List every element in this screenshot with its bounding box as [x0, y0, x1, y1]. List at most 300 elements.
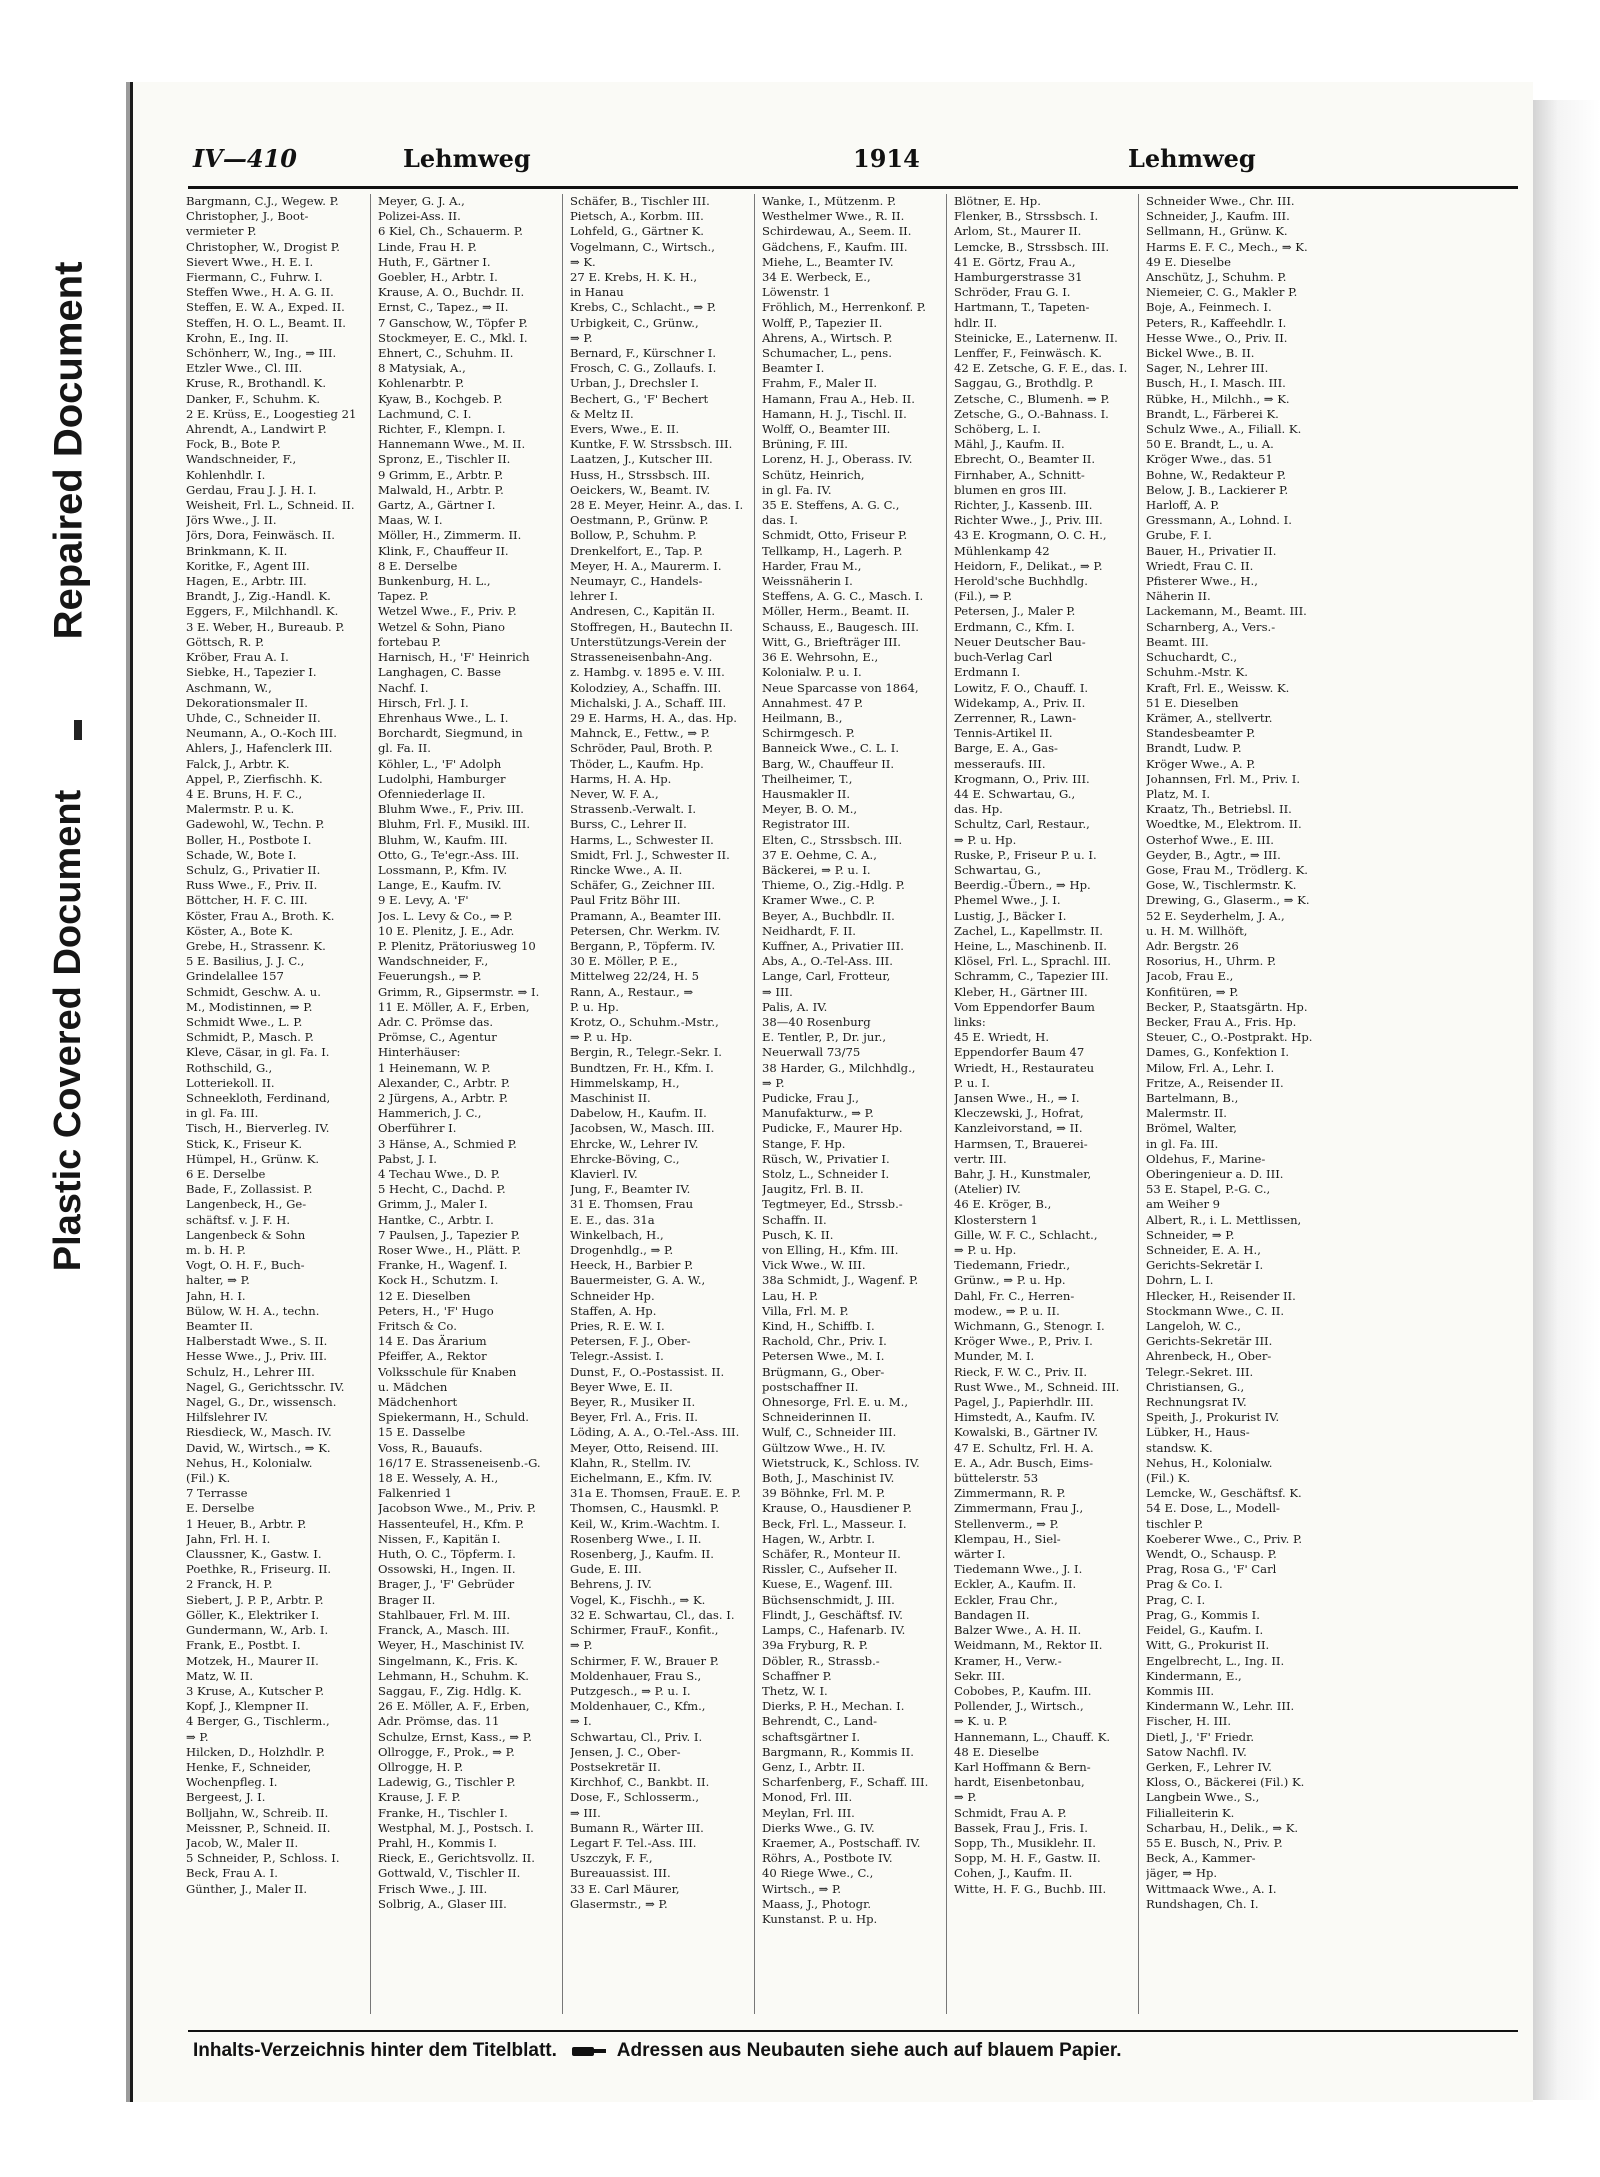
listing-entry: Witt, G., Prokurist II.	[1146, 1638, 1270, 1653]
listing-entry: wärter I.	[954, 1547, 1006, 1562]
listing-entry: Klosterstern 1	[954, 1212, 1038, 1227]
listing-entry: Nehus, H., Kolonialw.	[1146, 1455, 1273, 1470]
listing-entry: Ehrenhaus Wwe., L. I.	[378, 710, 509, 725]
listing-entry: Schauss, E., Baugesch. III.	[762, 619, 919, 634]
listing-entry: Sopp, M. H. F., Gastw. II.	[954, 1851, 1101, 1866]
listing-entry: Standesbeamter P.	[1146, 726, 1256, 741]
listing-entry: Grünw., ⇒ P. u. Hp.	[954, 1273, 1066, 1288]
listing-entry: Rüsch, W., Privatier I.	[762, 1151, 890, 1166]
listing-entry: Nachf. I.	[378, 680, 429, 695]
listing-entry: Ehrcke, W., Lehrer IV.	[570, 1136, 699, 1151]
listing-entry: 34 E. Werbeck, E.,	[762, 270, 871, 285]
listing-entry: Harloff, A. P.	[1146, 498, 1220, 513]
listing-entry: Tisch, H., Bierverleg. IV.	[186, 1121, 330, 1136]
listing-entry: das. Hp.	[954, 802, 1003, 817]
listing-entry: Klink, F., Chauffeur II.	[378, 543, 509, 558]
listing-entry: jäger, ⇒ Hp.	[1146, 1866, 1218, 1881]
listing-entry: Behrendt, C., Land-	[762, 1714, 878, 1729]
listing-entry: Karl Hoffmann & Bern-	[954, 1759, 1091, 1774]
listing-entry: E. Derselbe	[186, 1501, 255, 1516]
listing-entry: Langeloh, W. C.,	[1146, 1319, 1241, 1334]
listing-entry: Mittelweg 22/24, H. 5	[570, 969, 699, 984]
listing-entry: 48 E. Dieselbe	[954, 1744, 1039, 1759]
listing-entry: Moldenhauer, C., Kfm.,	[570, 1699, 706, 1714]
listing-entry: 9 Grimm, E., Arbtr. P.	[378, 467, 504, 482]
listing-entry: Harms E. F. C., Mech., ⇒ K.	[1146, 239, 1308, 254]
listing-entry: Weisheit, Frl. L., Schneid. II.	[186, 498, 355, 513]
listing-entry: Pramann, A., Beamter III.	[570, 908, 722, 923]
listing-entry: Annahmest. 47 P.	[762, 695, 864, 710]
listing-entry: Oestmann, P., Grünw. P.	[570, 513, 709, 528]
listing-entry: 31 E. Thomsen, Frau	[570, 1197, 694, 1212]
listing-entry: Busch, H., I. Masch. III.	[1146, 376, 1286, 391]
listing-entry: 5 Hecht, C., Dachd. P.	[378, 1182, 506, 1197]
listing-entry: Stolz, L., Schneider I.	[762, 1167, 890, 1181]
listing-entry: Adr. C. Prömse das.	[378, 1014, 494, 1029]
listing-entry: Beamter I.	[762, 361, 825, 376]
listing-entry: Kowalski, B., Gärtner IV.	[954, 1425, 1099, 1440]
listing-entry: Jacobson Wwe., M., Priv. P.	[378, 1501, 536, 1516]
listing-entry: Hinterhäuser:	[378, 1045, 461, 1060]
listing-entry: Gerichts-Sekretär III.	[1146, 1334, 1273, 1349]
listing-entry: Bartelmann, B.,	[1146, 1090, 1239, 1105]
listing-entry: Ahlers, J., Hafenclerk III.	[186, 741, 333, 756]
listing-entry: 10 E. Plenitz, J. E., Adr.	[378, 923, 515, 938]
listing-entry: Bauermeister, G. A. W.,	[570, 1273, 706, 1288]
listing-entry: Ludolphi, Hamburger	[378, 771, 506, 786]
listing-entry: Dekorationsmaler II.	[186, 695, 308, 710]
listing-entry: Johannsen, Frl. M., Priv. I.	[1146, 771, 1301, 786]
listing-entry: 3 E. Weber, H., Bureaub. P.	[186, 619, 345, 634]
listing-entry: Theilheimer, T.,	[762, 771, 853, 786]
listing-entry: Cobobes, P., Kaufm. III.	[954, 1683, 1092, 1698]
listing-entry: 39a Fryburg, R. P.	[762, 1638, 868, 1653]
listing-entry: Jahn, Frl. H. I.	[186, 1531, 271, 1546]
listing-entry: Siebke, H., Tapezier I.	[186, 665, 317, 680]
page-footer	[193, 2040, 1513, 2070]
listing-entry: E. E., das. 31a	[570, 1212, 655, 1227]
listing-entry: Wirtsch., ⇒ P.	[762, 1881, 842, 1896]
listing-entry: Franck, A., Masch. III.	[378, 1623, 510, 1638]
listing-entry: Krause, O., Hausdiener P.	[762, 1501, 912, 1516]
listing-entry: ⇒ P. u. Hp.	[954, 1243, 1017, 1258]
listing-entry: Milow, Frl. A., Lehr. I.	[1146, 1060, 1275, 1075]
listing-entry: Neue Sparcasse von 1864,	[762, 680, 919, 695]
footer-newbuild-note: Adressen aus Neubauten siehe auch auf blauem Papier.	[616, 2040, 1122, 2061]
listing-entry: Döbler, R., Strassb.-	[762, 1653, 880, 1668]
listing-entry: von Elling, H., Kfm. III.	[762, 1243, 899, 1258]
listing-entry: Schade, W., Bote I.	[186, 847, 297, 862]
listing-entry: Sievert Wwe., H. E. I.	[186, 254, 314, 269]
listing-entry: Bohne, W., Redakteur P.	[1146, 467, 1286, 482]
listing-entry: Kloss, O., Bäckerei (Fil.) K.	[1146, 1775, 1305, 1790]
listing-entry: Ahrendt, A., Landwirt P.	[186, 422, 327, 437]
listing-entry: Kunstanst. P. u. Hp.	[762, 1911, 878, 1926]
listing-entry: ⇒ P.	[954, 1790, 977, 1805]
listing-entry: P. u. I.	[954, 1075, 990, 1090]
listing-entry: Richter, F., Klempn. I.	[378, 422, 506, 437]
listing-entry: Eichelmann, E., Kfm. IV.	[570, 1471, 713, 1486]
listing-entry: Stellenverm., ⇒ P.	[954, 1516, 1059, 1531]
listing-entry: 3 Hänse, A., Schmied P.	[378, 1136, 517, 1151]
listing-entry: Stick, K., Friseur K.	[186, 1136, 303, 1151]
listing-entry: Jaugitz, Frl. B. II.	[762, 1182, 864, 1197]
listing-entry: Schöberg, L. I.	[954, 422, 1041, 437]
listing-entry: Grube, F. I.	[1146, 528, 1212, 543]
listing-entry: am Weiher 9	[1146, 1197, 1221, 1212]
column-4	[759, 194, 947, 2014]
listing-entry: Pollender, J., Wirtsch.,	[954, 1699, 1084, 1714]
listing-entry: Rosenberg, J., Kaufm. II.	[570, 1547, 714, 1562]
listing-entry: Fischer, H. III.	[1146, 1714, 1232, 1729]
listing-entry: Fritze, A., Reisender II.	[1146, 1075, 1284, 1090]
listing-entry: Lossmann, P., Kfm. IV.	[378, 862, 508, 877]
listing-entry: Both, J., Maschinist IV.	[762, 1471, 895, 1486]
listing-entry: postschaffner II.	[762, 1379, 859, 1394]
listing-entry: Stahlbauer, Frl. M. III.	[378, 1607, 511, 1622]
listing-entry: Gille, W. F. C., Schlacht.,	[954, 1227, 1098, 1242]
listing-entry: Kopf, J., Klempner II.	[186, 1699, 309, 1714]
listing-entry: Putzgesch., ⇒ P. u. I.	[570, 1683, 691, 1698]
listing-entry: in gl. Fa. III.	[186, 1106, 259, 1121]
listing-entry: Pfeiffer, A., Rektor	[378, 1349, 487, 1364]
listing-entry: Brügmann, G., Ober-	[762, 1364, 885, 1379]
listing-entry: Bluhm, Frl. F., Musikl. III.	[378, 817, 531, 832]
listing-entry: Lemcke, W., Geschäftsf. K.	[1146, 1486, 1302, 1501]
listing-entry: Jos. L. Levy & Co., ⇒ P.	[378, 908, 513, 923]
listing-entry: 7 Terrasse	[186, 1486, 248, 1501]
label-divider	[74, 720, 82, 740]
listing-entry: 14 E. Das Ärarium	[378, 1334, 487, 1349]
listing-entry: Uhde, C., Schneider II.	[186, 710, 321, 725]
listing-entry: ⇒ P. u. Hp.	[570, 1030, 633, 1045]
listing-entry: Miehe, L., Beamter IV.	[762, 254, 894, 269]
listing-entry: Hannemann, L., Chauff. K.	[954, 1729, 1111, 1744]
listing-entry: Gottwald, V., Tischler II.	[378, 1866, 521, 1881]
listing-entry: Schönherr, W., Ing., ⇒ III.	[186, 346, 337, 361]
listing-entry: Kröber, Frau A. I.	[186, 650, 289, 665]
listing-entry: Fröhlich, M., Herrenkonf. P.	[762, 300, 926, 315]
listing-entry: 7 Ganschow, W., Töpfer P.	[378, 315, 528, 330]
listing-entry: Himstedt, A., Kaufm. IV.	[954, 1410, 1096, 1425]
listing-entry: Heilmann, B.,	[762, 710, 843, 725]
listing-entry: Lowitz, F. O., Chauff. I.	[954, 680, 1089, 695]
listing-entry: Banneick Wwe., C. L. I.	[762, 741, 900, 756]
listing-entry: Brinkmann, K. II.	[186, 543, 288, 558]
listing-entry: Rust Wwe., M., Schneid. III.	[954, 1379, 1120, 1394]
listing-entry: Steffens, A. G. C., Masch. I.	[762, 589, 924, 604]
listing-entry: Christopher, J., Boot-	[186, 209, 309, 224]
listing-entry: Gartz, A., Gärtner I.	[378, 498, 496, 513]
listing-entry: Schirdewau, A., Seem. II.	[762, 224, 912, 239]
listing-entry: Jacobsen, W., Masch. III.	[570, 1121, 715, 1136]
listing-entry: Motzek, H., Maurer II.	[186, 1653, 319, 1668]
listing-entry: Keil, W., Krim.-Wachtm. I.	[570, 1516, 720, 1531]
listing-entry: Klahn, R., Stellm. IV.	[570, 1455, 692, 1470]
listing-entry: Westhelmer Wwe., R. II.	[762, 209, 905, 224]
listing-entry: Kindermann, E.,	[1146, 1668, 1242, 1683]
listing-entry: Harmsen, T., Brauerei-	[954, 1136, 1088, 1151]
listing-entry: Vick Wwe., W. III.	[762, 1258, 866, 1273]
listing-entry: Schuchardt, C.,	[1146, 650, 1238, 665]
listing-entry: Stockmeyer, E. C., Mkl. I.	[378, 330, 528, 345]
listing-entry: Rothschild, G.,	[186, 1060, 273, 1075]
listing-entry: Heeck, H., Barbier P.	[570, 1258, 694, 1273]
listing-entry: 4 Techau Wwe., D. P.	[378, 1167, 500, 1181]
listing-entry: Ofenniederlage II.	[378, 786, 486, 801]
listing-entry: Hassenteufel, H., Kfm. P.	[378, 1516, 525, 1531]
listing-entry: Witt, G., Briefträger III.	[762, 634, 901, 649]
listing-entry: Kind, H., Schiffb. I.	[762, 1319, 875, 1334]
listing-entry: Malermstr. II.	[1146, 1106, 1227, 1121]
listing-entry: Registrator III.	[762, 817, 851, 832]
listing-entry: Paul Fritz Böhr III.	[570, 893, 681, 908]
listing-entry: Staffen, A. Hp.	[570, 1303, 657, 1318]
listing-entry: Lemcke, B., Strssbsch. III.	[954, 239, 1110, 254]
listing-entry: Dohrn, L. I.	[1146, 1273, 1214, 1288]
listing-entry: Lau, H. P.	[762, 1288, 819, 1303]
listing-entry: Richter Wwe., J., Priv. III.	[954, 513, 1103, 528]
listing-entry: Harnisch, H., 'F' Heinrich	[378, 650, 530, 665]
listing-entry: 50 E. Brandt, L., u. A.	[1146, 437, 1274, 452]
listing-entry: hardt, Eisenbetonbau,	[954, 1775, 1085, 1790]
listing-entry: Peters, R., Kaffeehdlr. I.	[1146, 315, 1287, 330]
listing-entry: 33 E. Carl Mäurer,	[570, 1881, 680, 1896]
listing-entry: Wandschneider, F.,	[186, 452, 297, 467]
listing-entry: Löding, A. A., O.-Tel.-Ass. III.	[570, 1425, 740, 1440]
listing-entry: Schneekloth, Ferdinand,	[186, 1090, 331, 1105]
listing-entry: Kyaw, B., Kochgeb. P.	[378, 391, 503, 406]
listing-entry: Zachel, L., Kapellmstr. II.	[954, 923, 1103, 938]
listing-entry: Ohnesorge, Frl. E. u. M.,	[762, 1395, 909, 1410]
listing-entry: Brager, J., 'F' Gebrüder	[378, 1577, 515, 1592]
listing-entry: 39 Böhnke, Frl. M. P.	[762, 1486, 886, 1501]
listing-entry: Weissnäherin I.	[762, 574, 853, 589]
listing-entry: Frosch, C. G., Zollaufs. I.	[570, 361, 717, 376]
listing-entry: Scharbau, H., Delik., ⇒ K.	[1146, 1820, 1299, 1835]
listing-entry: Hilcken, D., Holzhdlr. P.	[186, 1744, 325, 1759]
listing-entry: 2 Jürgens, A., Arbtr. P.	[378, 1090, 508, 1105]
listing-entry: Kolodziey, A., Schaffn. III.	[570, 680, 722, 695]
listing-entry: 31a E. Thomsen, FrauE. E. P.	[570, 1486, 741, 1501]
listing-entry: Prahl, H., Kommis I.	[378, 1835, 497, 1850]
listing-entry: Christopher, W., Drogist P.	[186, 239, 340, 254]
listing-entry: Prag, C. I.	[1146, 1592, 1206, 1607]
listing-entry: Harder, Frau M.,	[762, 558, 862, 573]
listing-columns	[183, 194, 1523, 2014]
listing-entry: Christiansen, G.,	[1146, 1379, 1245, 1394]
listing-entry: Langenbeck, H., Ge-	[186, 1197, 307, 1212]
listing-entry: Tegtmeyer, Ed., Strssb.-	[762, 1197, 903, 1212]
listing-entry: 30 E. Möller, P. E.,	[570, 954, 678, 969]
listing-entry: Neumann, A., O.-Koch III.	[186, 726, 337, 741]
listing-entry: Platz, M. I.	[1146, 786, 1211, 801]
listing-entry: 38 Harder, G., Milchhdlg.,	[762, 1060, 916, 1075]
listing-entry: Schwartau, Cl., Priv. I.	[570, 1729, 703, 1744]
listing-entry: Drewing, G., Glaserm., ⇒ K.	[1146, 893, 1310, 908]
listing-entry: 8 E. Derselbe	[378, 558, 458, 573]
listing-entry: Westphal, M. J., Postsch. I.	[378, 1820, 534, 1835]
listing-entry: Monod, Frl. III.	[762, 1790, 853, 1805]
listing-entry: 3 Kruse, A., Kutscher P.	[186, 1683, 325, 1698]
listing-entry: Büchsenschmidt, J. III.	[762, 1592, 895, 1607]
listing-entry: Ossowski, H., Ingen. II.	[378, 1562, 516, 1577]
listing-entry: Pabst, J. I.	[378, 1151, 437, 1166]
listing-entry: Bargmann, R., Kommis II.	[762, 1744, 914, 1759]
listing-entry: Nagel, G., Dr., wissensch.	[186, 1395, 337, 1410]
listing-entry: Evers, Wwe., E. II.	[570, 422, 680, 437]
listing-entry: buch-Verlag Carl	[954, 650, 1053, 665]
listing-entry: Huss, H., Strssbsch. III.	[570, 467, 711, 482]
listing-entry: Näherin II.	[1146, 589, 1211, 604]
listing-entry: Matz, W. II.	[186, 1668, 254, 1683]
listing-entry: Kraatz, Th., Betriebsl. II.	[1146, 802, 1292, 817]
listing-entry: Ebrecht, O., Beamter II.	[954, 452, 1096, 467]
listing-entry: Prömse, C., Agentur	[378, 1030, 497, 1045]
listing-entry: 42 E. Zetsche, G. F. E., das. I.	[954, 361, 1128, 376]
listing-entry: Gerken, F., Lehrer IV.	[1146, 1759, 1272, 1774]
listing-entry: Sopp, Th., Musiklehr. II.	[954, 1835, 1096, 1850]
listing-entry: Böttcher, H. F. C. III.	[186, 893, 308, 908]
listing-entry: Schuhm.-Mstr. K.	[1146, 665, 1248, 680]
listing-entry: Stockmann Wwe., C. II.	[1146, 1303, 1285, 1318]
listing-entry: 26 E. Möller, A. F., Erben,	[378, 1699, 530, 1714]
listing-entry: Rachold, Chr., Priv. I.	[762, 1334, 887, 1349]
listing-entry: Kirchhof, C., Bankbt. II.	[570, 1775, 710, 1790]
listing-entry: (Fil.), ⇒ P.	[954, 589, 1013, 604]
listing-entry: 36 E. Wehrsohn, E.,	[762, 650, 879, 665]
listing-entry: u. Mädchen	[378, 1379, 448, 1394]
listing-entry: Ehrcke-Böving, C.,	[570, 1151, 680, 1166]
listing-entry: Ollrogge, H. P.	[378, 1759, 464, 1774]
listing-entry: 6 Kiel, Ch., Schauerm. P.	[378, 224, 523, 239]
listing-entry: Behrens, J. IV.	[570, 1577, 652, 1592]
column-3	[567, 194, 755, 2014]
listing-entry: Bluhm, W., Kaufm. III.	[378, 832, 508, 847]
listing-entry: Schramm, C., Tapezier III.	[954, 969, 1109, 984]
listing-entry: 1 Heinemann, W. P.	[378, 1060, 491, 1075]
listing-entry: Schneider, J., Kaufm. III.	[1146, 209, 1290, 224]
listing-entry: Brandt, Ludw. P.	[1146, 741, 1242, 756]
listing-entry: Vom Eppendorfer Baum	[954, 999, 1095, 1014]
listing-entry: Hilfslehrer IV.	[186, 1410, 269, 1425]
listing-entry: z. Hambg. v. 1895 e. V. III.	[570, 665, 725, 680]
listing-entry: Bumann R., Wärter III.	[570, 1820, 704, 1835]
listing-entry: Lohfeld, G., Gärtner K.	[570, 224, 704, 239]
listing-entry: Schröder, Paul, Broth. P.	[570, 741, 713, 756]
listing-entry: Arlom, St., Maurer II.	[954, 224, 1082, 239]
listing-entry: links:	[954, 1014, 986, 1029]
listing-entry: Telegr.-Sekret. III.	[1146, 1364, 1254, 1379]
listing-entry: Franke, H., Tischler I.	[378, 1805, 508, 1820]
listing-entry: Ladewig, G., Tischler P.	[378, 1775, 516, 1790]
listing-entry: 41 E. Görtz, Frau A.,	[954, 254, 1076, 269]
listing-entry: Barge, E. A., Gas-	[954, 741, 1058, 756]
listing-entry: 44 E. Schwartau, G.,	[954, 786, 1076, 801]
listing-entry: Wendt, O., Schausp. P.	[1146, 1547, 1277, 1562]
listing-entry: Thetz, W. I.	[762, 1683, 828, 1698]
listing-entry: Schütz, Heinrich,	[762, 467, 865, 482]
listing-entry: m. b. H. P.	[186, 1243, 246, 1258]
listing-entry: Weidmann, M., Rektor II.	[954, 1638, 1103, 1653]
listing-entry: Oldehus, F., Marine-	[1146, 1151, 1266, 1166]
listing-entry: Appel, P., Zierfischh. K.	[186, 771, 323, 786]
listing-entry: Krebs, C., Schlacht., ⇒ P.	[570, 300, 717, 315]
listing-entry: Bargmann, C.J., Wegew. P.	[186, 194, 339, 208]
listing-entry: Schmidt, Otto, Friseur P.	[762, 528, 908, 543]
listing-entry: Maas, W. I.	[378, 513, 443, 528]
listing-entry: Wittmaack Wwe., A. I.	[1146, 1881, 1277, 1896]
listing-entry: Brüning, F. III.	[762, 437, 848, 452]
page-number: IV—410	[193, 144, 297, 173]
listing-entry: Ahrens, A., Wirtsch. P.	[762, 330, 893, 345]
listing-entry: Zimmermann, R. P.	[954, 1486, 1066, 1501]
listing-entry: Neidhardt, F. II.	[762, 923, 856, 938]
listing-entry: Goebler, H., Arbtr. I.	[378, 270, 498, 285]
listing-entry: Bickel Wwe., B. II.	[1146, 346, 1255, 361]
column-6	[1143, 194, 1331, 2014]
listing-entry: standsw. K.	[1146, 1440, 1213, 1455]
listing-entry: Frahm, F., Maler II.	[762, 376, 878, 391]
listing-entry: Bechert, G., 'F' Bechert	[570, 391, 709, 406]
listing-entry: Wulf, C., Schneider III.	[762, 1425, 897, 1440]
repaired-label: Repaired Document	[46, 261, 91, 639]
listing-entry: Falkenried 1	[378, 1486, 452, 1501]
listing-entry: Kramer, H., Verw.-	[954, 1653, 1062, 1668]
listing-entry: Strasseneisenbahn-Ang.	[570, 650, 713, 665]
listing-entry: Krause, J. F. P.	[378, 1790, 461, 1805]
listing-entry: 11 E. Möller, A. F., Erben,	[378, 999, 530, 1014]
listing-entry: Oberingenieur a. D. III.	[1146, 1167, 1284, 1181]
listing-entry: Cohen, J., Kaufm. II.	[954, 1866, 1073, 1881]
listing-entry: Schaffn. II.	[762, 1212, 827, 1227]
listing-entry: Koritke, F., Agent III.	[186, 558, 310, 573]
listing-entry: Sekr. III.	[954, 1668, 1005, 1683]
listing-entry: 8 Matysiak, A.,	[378, 361, 466, 376]
listing-entry: Franke, H., Wagenf. I.	[378, 1258, 508, 1273]
listing-entry: Wichmann, G., Stenogr. I.	[954, 1319, 1105, 1334]
listing-entry: Neuerwall 73/75	[762, 1045, 861, 1060]
listing-entry: Wochenpfleg. I.	[186, 1775, 278, 1790]
listing-entry: Kleber, H., Gärtner III.	[954, 984, 1088, 999]
listing-entry: Gundermann, W., Arb. I.	[186, 1623, 329, 1638]
listing-entry: Speith, J., Prokurist IV.	[1146, 1410, 1280, 1425]
listing-entry: Schultz, Carl, Restaur.,	[954, 817, 1090, 832]
listing-entry: Schirmer, F. W., Brauer P.	[570, 1653, 719, 1668]
listing-entry: 2 E. Krüss, E., Loogestieg 21	[186, 406, 357, 421]
listing-entry: Bluhm Wwe., F., Priv. III.	[378, 802, 524, 817]
listing-entry: Tiedemann, Friedr.,	[954, 1258, 1071, 1273]
listing-entry: Stoffregen, H., Bautechn II.	[570, 619, 733, 634]
listing-entry: Kleve, Cäsar, in gl. Fa. I.	[186, 1045, 330, 1060]
listing-entry: Petersen Wwe., M. I.	[762, 1349, 885, 1364]
listing-entry: Vogt, O. H. F., Buch-	[186, 1258, 305, 1273]
listing-entry: Hesse Wwe., O., Priv. II.	[1146, 330, 1288, 345]
listing-entry: 27 E. Krebs, H. K. H.,	[570, 270, 698, 285]
listing-entry: Schneider, E. A. H.,	[1146, 1243, 1261, 1258]
listing-entry: Bassek, Frau J., Fris. I.	[954, 1820, 1088, 1835]
listing-entry: Boje, A., Feinmech. I.	[1146, 300, 1272, 315]
listing-entry: Becker, Frau A., Fris. Hp.	[1146, 1014, 1297, 1029]
listing-entry: 38a Schmidt, J., Wagenf. P.	[762, 1273, 919, 1288]
listing-entry: Meyer, Otto, Reisend. III.	[570, 1440, 719, 1455]
listing-entry: Dierks, P. H., Mechan. I.	[762, 1699, 905, 1714]
listing-entry: Spiekermann, H., Schuld.	[378, 1410, 529, 1425]
listing-entry: Schmidt, Frau A. P.	[954, 1805, 1067, 1820]
listing-entry: Erdmann, C., Kfm. I.	[954, 619, 1075, 634]
street-name-left: Lehmweg	[403, 144, 531, 173]
listing-entry: Bollow, P., Schuhm. P.	[570, 528, 697, 543]
